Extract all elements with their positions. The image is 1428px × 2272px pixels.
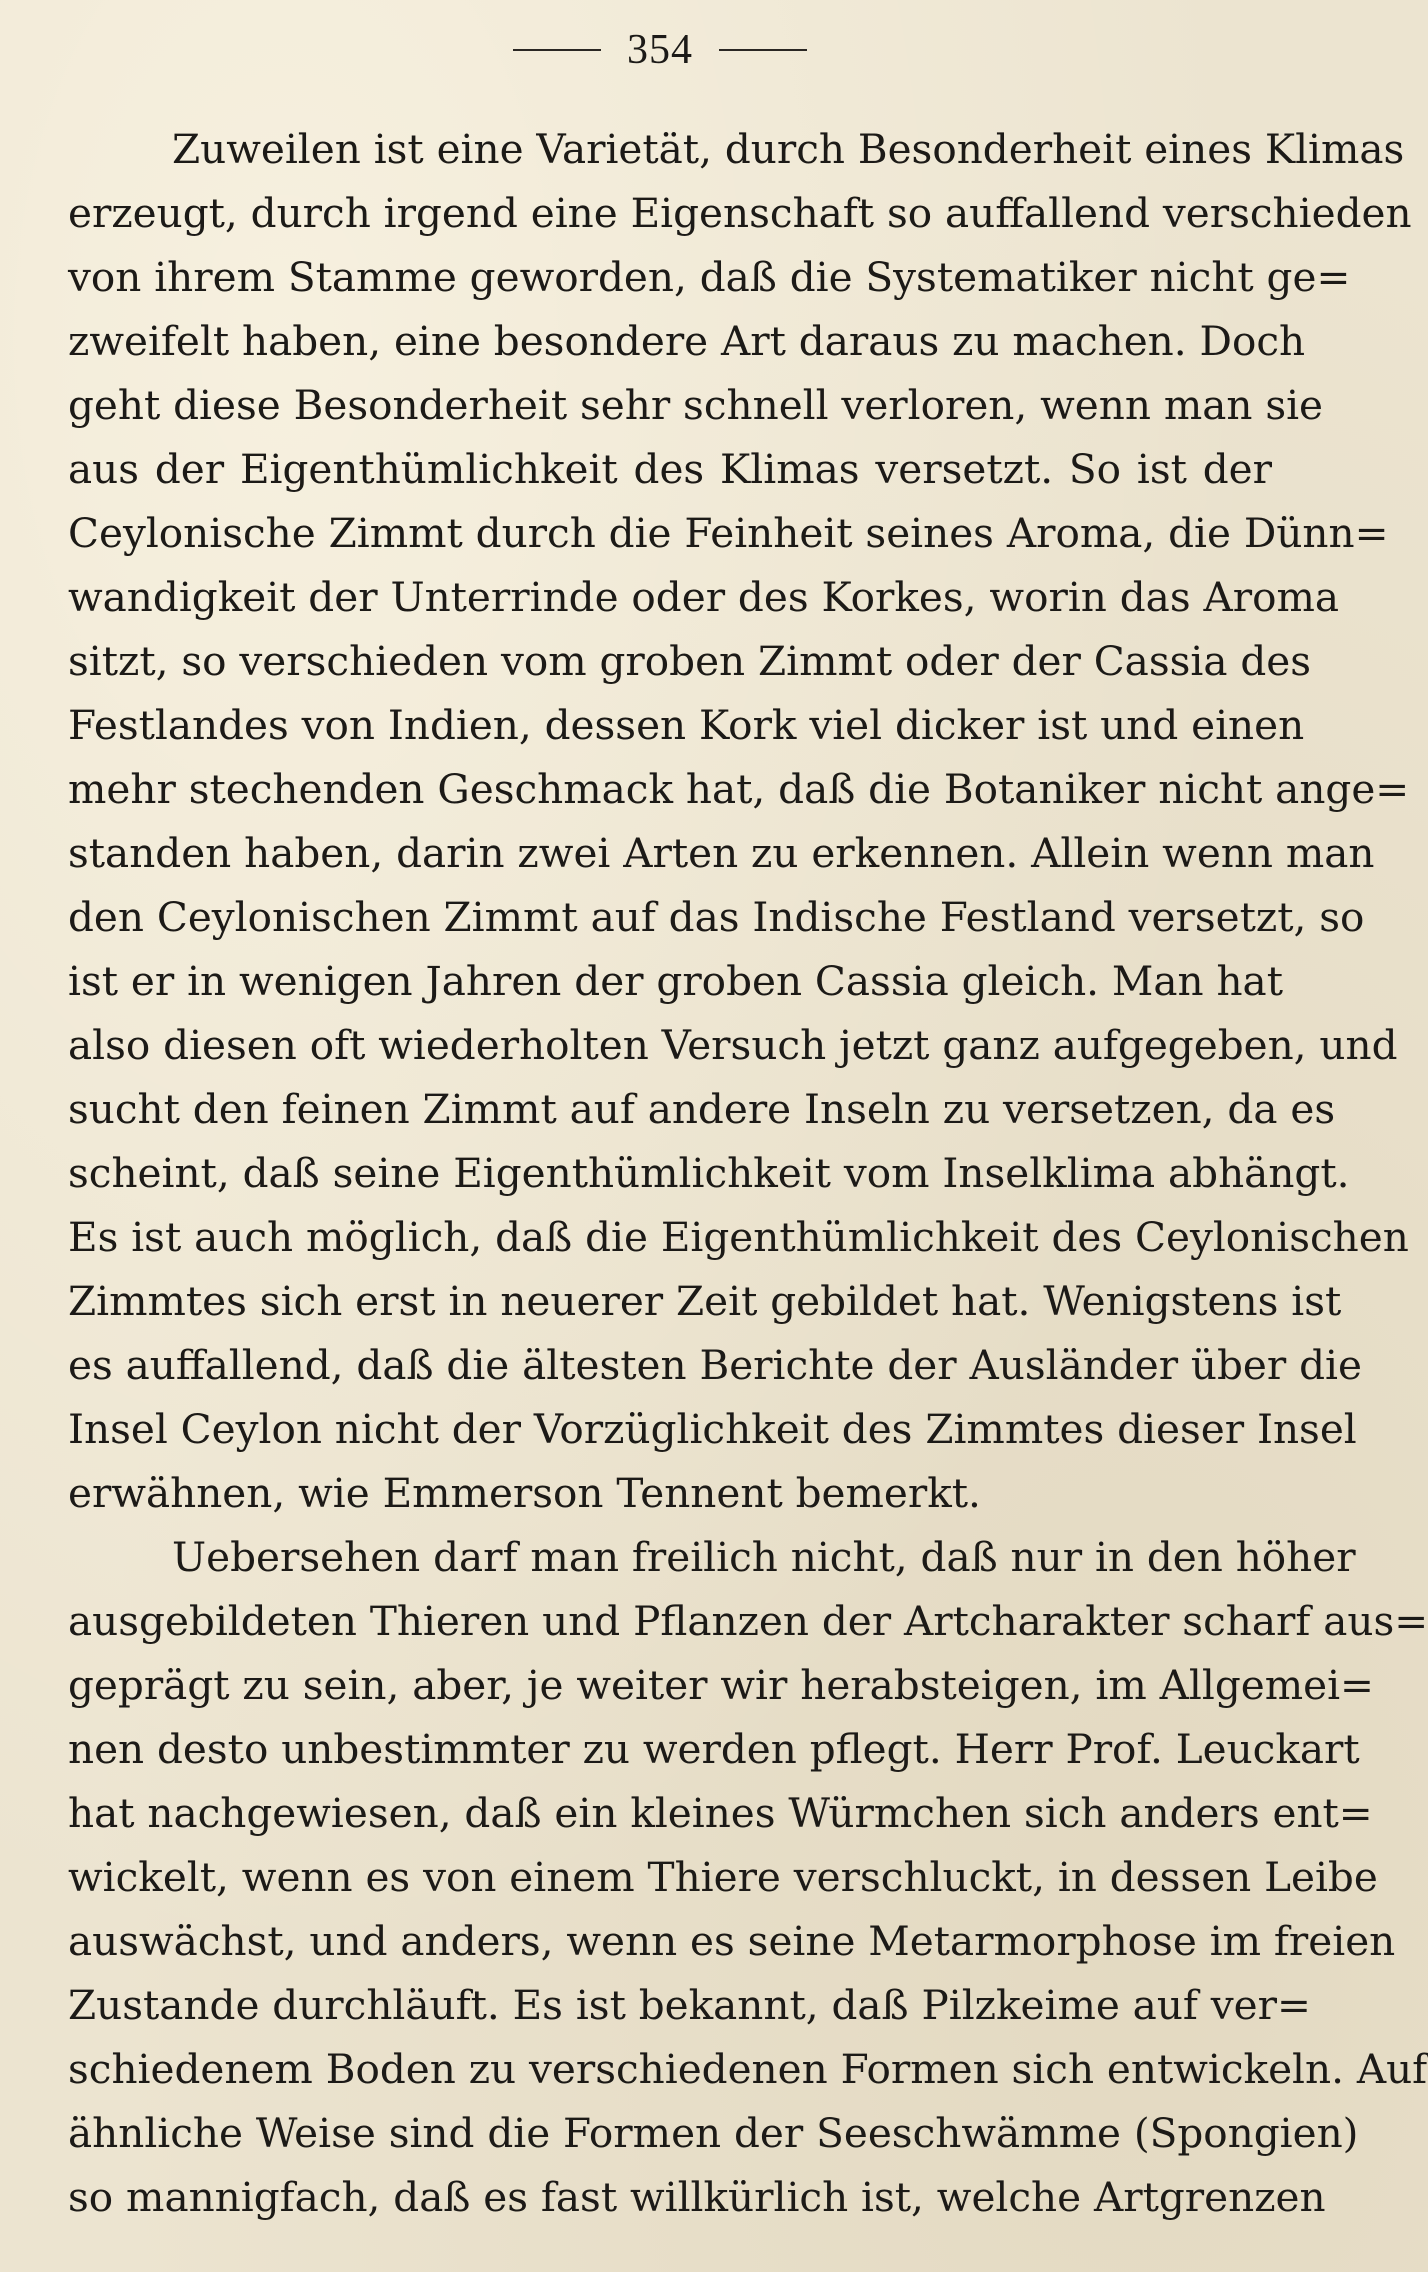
text-line: zweifelt haben, eine besondere Art daraus zu machen. Doch (68, 317, 1306, 365)
header-rule-left (513, 49, 601, 51)
text-line: nen desto unbestimmter zu werden pflegt. Herr Prof. Leuckart (68, 1725, 1360, 1773)
text-line: Uebersehen darf man freilich nicht, daß nur in den höher (172, 1533, 1356, 1581)
text-line: Insel Ceylon nicht der Vorzüglichkeit des Zimmtes dieser Insel (68, 1405, 1357, 1453)
text-line: es auffallend, daß die ältesten Berichte der Ausländer über die (68, 1341, 1362, 1389)
text-line: so mannigfach, daß es fast willkürlich ist, welche Artgrenzen (68, 2173, 1326, 2221)
text-line: Zimmtes sich erst in neuerer Zeit gebildet hat. Wenigstens ist (68, 1277, 1342, 1325)
header-rule-right (719, 49, 807, 51)
text-line: wickelt, wenn es von einem Thiere verschluckt, in dessen Leibe (68, 1853, 1378, 1901)
text-line: also diesen oft wiederholten Versuch jetzt ganz aufgegeben, und (68, 1021, 1398, 1069)
text-line: geht diese Besonderheit sehr schnell verloren, wenn man sie (68, 381, 1324, 429)
text-line: scheint, daß seine Eigenthümlichkeit vom Inselklima abhängt. (68, 1149, 1350, 1197)
text-line: geprägt zu sein, aber, je weiter wir herabsteigen, im Allgemei= (68, 1661, 1374, 1709)
text-line: Zustande durchläuft. Es ist bekannt, daß Pilzkeime auf ver= (68, 1981, 1311, 2029)
page-header (0, 22, 1320, 78)
text-line: ist er in wenigen Jahren der groben Cassia gleich. Man hat (68, 957, 1283, 1005)
text-line: schiedenem Boden zu verschiedenen Formen sich entwickeln. Auf (68, 2045, 1428, 2093)
text-line: Zuweilen ist eine Varietät, durch Besonderheit eines Klimas (172, 125, 1405, 173)
text-line: Ceylonische Zimmt durch die Feinheit seines Aroma, die Dünn= (68, 509, 1389, 557)
text-line: ausgebildeten Thieren und Pflanzen der Artcharakter scharf aus= (68, 1597, 1428, 1645)
text-line: Festlandes von Indien, dessen Kork viel dicker ist und einen (68, 701, 1305, 749)
text-line: Es ist auch möglich, daß die Eigenthümlichkeit des Ceylonischen (68, 1213, 1409, 1261)
text-line: sucht den feinen Zimmt auf andere Inseln zu versetzen, da es (68, 1085, 1336, 1133)
text-line: ähnliche Weise sind die Formen der Seeschwämme (Spongien) (68, 2109, 1359, 2157)
text-line: von ihrem Stamme geworden, daß die Systematiker nicht ge= (68, 253, 1351, 301)
text-line: mehr stechenden Geschmack hat, daß die Botaniker nicht ange= (68, 765, 1410, 813)
text-line: aus der Eigenthümlichkeit des Klimas versetzt. So ist der (68, 445, 1272, 493)
text-line: erwähnen, wie Emmerson Tennent bemerkt. (68, 1469, 981, 1517)
page-number: 354 (627, 27, 693, 73)
text-line: den Ceylonischen Zimmt auf das Indische Festland versetzt, so (68, 893, 1365, 941)
text-line: auswächst, und anders, wenn es seine Metarmorphose im freien (68, 1917, 1396, 1965)
text-line: wandigkeit der Unterrinde oder des Korkes, worin das Aroma (68, 573, 1340, 621)
text-line: standen haben, darin zwei Arten zu erkennen. Allein wenn man (68, 829, 1375, 877)
text-line: sitzt, so verschieden vom groben Zimmt oder der Cassia des (68, 637, 1312, 685)
text-line: hat nachgewiesen, daß ein kleines Würmchen sich anders ent= (68, 1789, 1373, 1837)
text-line: erzeugt, durch irgend eine Eigenschaft so auffallend verschieden (68, 189, 1412, 237)
